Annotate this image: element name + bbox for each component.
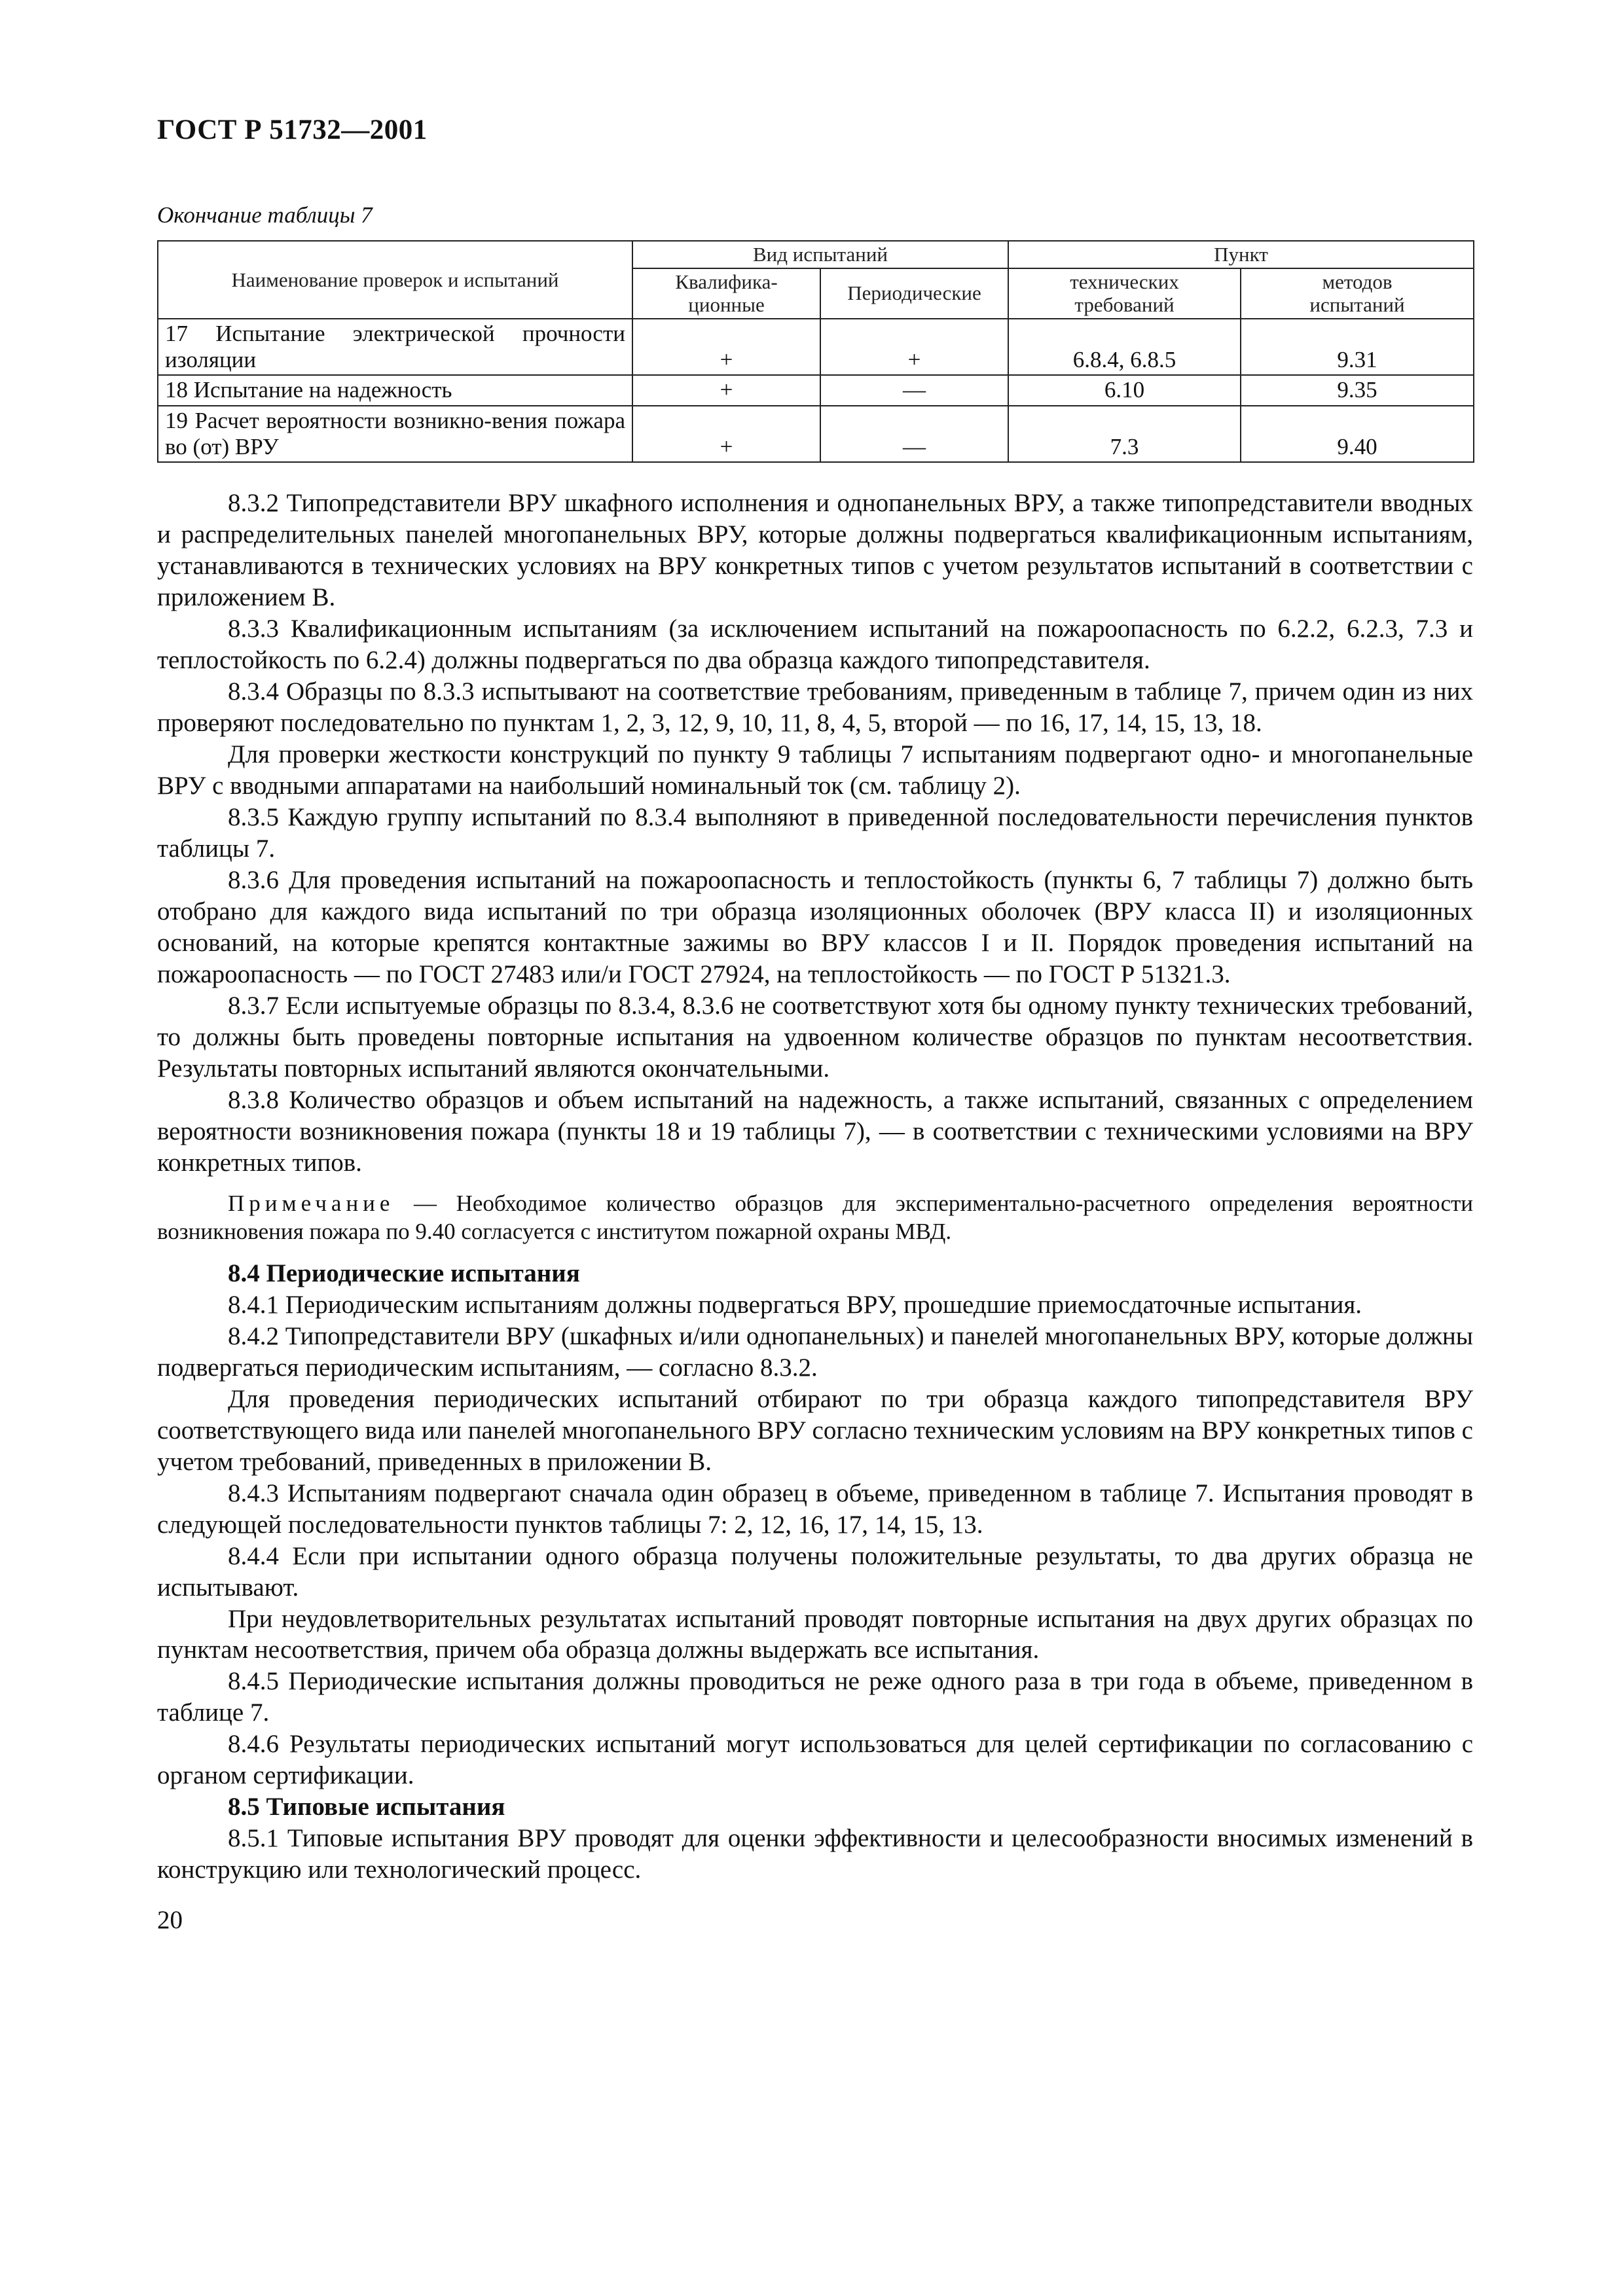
table-caption: Окончание таблицы 7 — [157, 202, 373, 228]
paragraph-8-3-2: 8.3.2 Типопредставители ВРУ шкафного исполнения и однопанельных ВРУ, а также типопредставители вводных и распределительных панелей многопанельных ВРУ, которые должны подвергаться квалификационным испытаниям, устанавливаются в технических условиях на ВРУ конкретных типов с учетом результатов испытаний в соответствии с приложением В. — [157, 489, 1473, 612]
note — [157, 1190, 1473, 1246]
row-name: 19 Расчет вероятности возникно-вения пожара во (от) ВРУ — [158, 406, 632, 463]
row-test-method: 9.31 — [1241, 319, 1474, 376]
header-clause: Пункт — [1008, 241, 1474, 268]
note-label: Примечание — [228, 1191, 395, 1217]
paragraph-8-3-8: 8.3.8 Количество образцов и объем испытаний на надежность, а также испытаний, связанных с определением вероятности возникновения пожара (пункты 18 и 19 таблицы 7), — в соответствии с техническими условиями на ВРУ конкретных типов. — [157, 1085, 1473, 1177]
paragraph-periodic-samples: Для проведения периодических испытаний отбирают по три образца каждого типопредставителя ВРУ соответствующего вида или панелей многопанельного ВРУ согласно техническим условиям на ВРУ конкретных типов с учетом требований, приведенных в приложении В. — [157, 1384, 1473, 1476]
row-test-method: 9.40 — [1241, 406, 1474, 463]
paragraph-8-3-3: 8.3.3 Квалификационным испытаниям (за исключением испытаний на пожароопасность по 6.2.2, 6.2.3, 7.3 и теплостойкость по 6.2.4) должны подвергаться по два образца каждого типопредставителя. — [157, 615, 1473, 675]
paragraph-8-4-5: 8.4.5 Периодические испытания должны проводиться не реже одного раза в три года в объеме, приведенном в таблице 7. — [157, 1667, 1473, 1727]
document-code: ГОСТ Р 51732—2001 — [157, 115, 428, 145]
paragraph-8-3-5: 8.3.5 Каждую группу испытаний по 8.3.4 выполняют в приведенной последовательности перечисления пунктов таблицы 7. — [157, 802, 1473, 863]
row-name: 18 Испытание на надежность — [158, 375, 632, 405]
table-row — [158, 375, 1474, 405]
document-body — [157, 488, 1473, 1886]
header-periodic: Периодические — [820, 268, 1008, 319]
table-row — [158, 319, 1474, 376]
paragraph-8-4-2: 8.4.2 Типопредставители ВРУ (шкафных и/или однопанельных) и панелей многопанельных ВРУ, которые должны подвергаться периодическим испытаниям, — согласно 8.3.2. — [157, 1321, 1473, 1382]
paragraph-rigidity: Для проверки жесткости конструкций по пункту 9 таблицы 7 испытаниям подвергают одно- и многопанельные ВРУ с вводными аппаратами на наибольший номинальный ток (см. таблицу 2). — [157, 740, 1473, 800]
paragraph-8-4-4: 8.4.4 Если при испытании одного образца получены положительные результаты, то два других образца не испытывают. — [157, 1541, 1473, 1602]
paragraph-8-4-3: 8.4.3 Испытаниям подвергают сначала один образец в объеме, приведенном в таблице 7. Испытания проводят в следующей последовательности пунктов таблицы 7: 2, 12, 16, 17, 14, 15, 13. — [157, 1479, 1473, 1539]
header-name: Наименование проверок и испытаний — [158, 241, 632, 319]
header-test-type: Вид испытаний — [632, 241, 1008, 268]
header-tech-req: технических требований — [1008, 268, 1241, 319]
row-periodic: + — [820, 319, 1008, 376]
section-heading-8-5: 8.5 Типовые испытания — [228, 1793, 505, 1821]
row-periodic: — — [820, 406, 1008, 463]
row-qualification: + — [632, 375, 820, 405]
row-periodic: — — [820, 375, 1008, 405]
tests-table — [157, 240, 1474, 463]
paragraph-8-3-6: 8.3.6 Для проведения испытаний на пожароопасность и теплостойкость (пункты 6, 7 таблицы 7) должно быть отобрано для каждого вида испытаний по три образца изоляционных оболочек (ВРУ класса II) и изоляционных оснований, на которые крепятся контактные зажимы во ВРУ классов I и II. Порядок проведения испытаний на пожароопасность — по ГОСТ 27483 или/и ГОСТ 27924, на теплостойкость — по ГОСТ Р 51321.3. — [157, 865, 1473, 988]
paragraph-8-4-1: 8.4.1 Периодическим испытаниям должны подвергаться ВРУ, прошедшие приемосдаточные испытания. — [228, 1290, 1362, 1319]
row-qualification: + — [632, 319, 820, 376]
table-row — [158, 406, 1474, 463]
paragraph-8-5-1: 8.5.1 Типовые испытания ВРУ проводят для оценки эффективности и целесообразности вносимых изменений в конструкцию или технологический процесс. — [157, 1824, 1473, 1884]
row-tech-req: 6.10 — [1008, 375, 1241, 405]
note-text: — Необходимое количество образцов для экспериментально-расчетного определения вероятности возникновения пожара по 9.40 согласуется с институтом пожарной охраны МВД. — [157, 1191, 1473, 1245]
page-number: 20 — [157, 1906, 183, 1935]
paragraph-8-4-6: 8.4.6 Результаты периодических испытаний могут использоваться для целей сертификации по согласованию с органом сертификации. — [157, 1730, 1473, 1790]
header-qualification: Квалифика- ционные — [632, 268, 820, 319]
row-tech-req: 7.3 — [1008, 406, 1241, 463]
document-page — [157, 98, 1473, 1935]
row-name: 17 Испытание электрической прочности изоляции — [158, 319, 632, 376]
paragraph-8-3-4: 8.3.4 Образцы по 8.3.3 испытывают на соответствие требованиям, приведенным в таблице 7, причем один из них проверяют последовательно по пунктам 1, 2, 3, 12, 9, 10, 11, 8, 4, 5, второй — по 16, 17, 14, 15, 13, 18. — [157, 677, 1473, 737]
header-test-methods: методов испытаний — [1241, 268, 1474, 319]
paragraph-repeat-tests: При неудовлетворительных результатах испытаний проводят повторные испытания на двух других образцах по пунктам несоответствия, причем оба образца должны выдержать все испытания. — [157, 1604, 1473, 1664]
row-test-method: 9.35 — [1241, 375, 1474, 405]
paragraph-8-3-7: 8.3.7 Если испытуемые образцы по 8.3.4, 8.3.6 не соответствуют хотя бы одному пункту технических требований, то должны быть проведены повторные испытания на удвоенном количестве образцов по пунктам несоответствия. Результаты повторных испытаний являются окончательными. — [157, 991, 1473, 1083]
row-qualification: + — [632, 406, 820, 463]
row-tech-req: 6.8.4, 6.8.5 — [1008, 319, 1241, 376]
section-heading-8-4: 8.4 Периодические испытания — [228, 1259, 580, 1287]
